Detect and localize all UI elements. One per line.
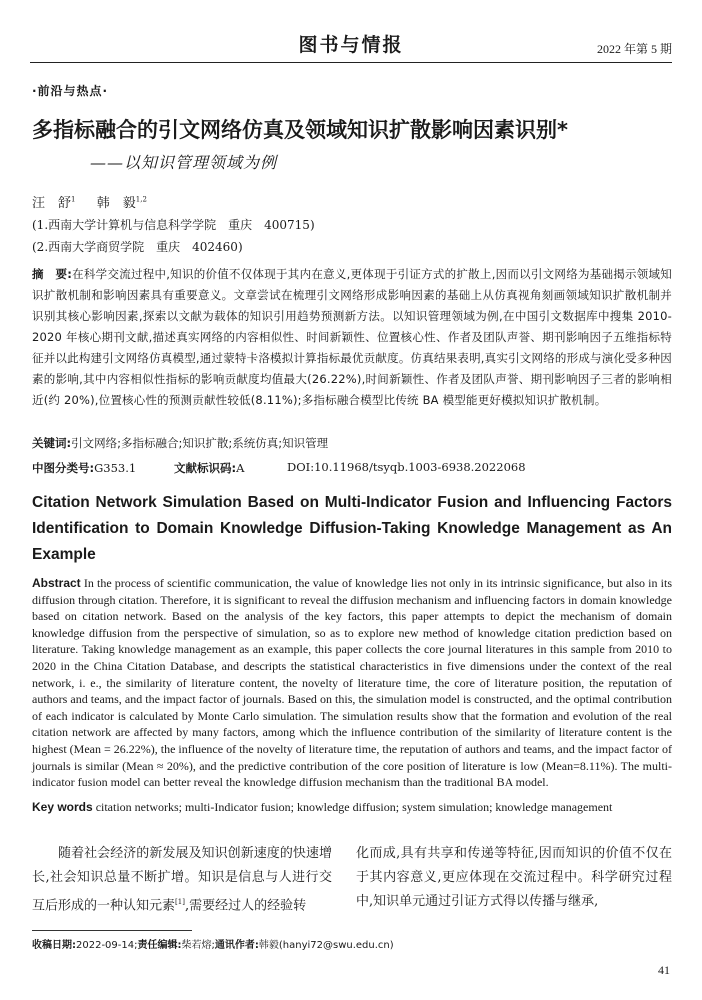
affiliation-1: (1.西南大学计算机与信息科学学院 重庆 400715) [32, 218, 315, 232]
issue-label: 2022 年第 5 期 [596, 42, 672, 56]
citation-ref-1[interactable]: [1] [175, 898, 185, 906]
classification-line [32, 460, 672, 476]
running-header [30, 28, 672, 63]
corresponding-author-label: 通讯作者: [214, 940, 259, 951]
editor-label: 责任编辑: [137, 940, 182, 951]
clc-label: 中图分类号: [32, 461, 95, 475]
keywords-chinese-text: 引文网络;多指标融合;知识扩散;系统仿真;知识管理 [71, 436, 329, 450]
body-left-text-1: 随着社会经济的新发展及知识创新速度的快速增长,社会知识总量不断扩增。知识是信息与人进行交互后形成的一种认知元素 [32, 846, 332, 914]
subtitle-chinese: ——以知识管理领域为例 [90, 153, 278, 172]
doc-code-label: 文献标识码: [174, 461, 237, 475]
keywords-chinese-label: 关键词: [32, 436, 72, 450]
author-1-affil-mark: 1 [71, 195, 76, 204]
clc-value: G353.1 [94, 461, 137, 475]
keywords-english [32, 800, 677, 815]
title-english: Citation Network Simulation Based on Multi-Indicator Fusion and Influencing Factors Identification to Domain Knowledge Diffusion-Taking Knowledge Management as An Example [32, 494, 672, 563]
footnote-divider [32, 930, 192, 931]
doi-value: 10.11968/tsyqb.1003-6938.2022068 [314, 460, 526, 474]
abstract-english [32, 575, 672, 791]
title-chinese: 多指标融合的引文网络仿真及领域知识扩散影响因素识别* [32, 118, 568, 142]
author-line [32, 192, 147, 211]
section-label: ·前沿与热点· [32, 84, 109, 98]
doc-code-value: A [236, 461, 245, 475]
journal-masthead: 图书与情报 [298, 34, 404, 56]
keywords-english-label: Key words [32, 800, 93, 814]
doi-label: DOI: [287, 460, 315, 474]
editor-value: 柴若熔; [181, 940, 215, 951]
received-date-value: 2022-09-14; [76, 940, 138, 951]
body-column-right: 化而成,具有共享和传递等特征,因而知识的价值不仅在于其内容意义,更应体现在交流过程中。科学研究过程中,知识单元通过引证方式得以传播与继承, [356, 846, 672, 909]
abstract-english-text: In the process of scientific communication, the value of knowledge lies not only in its intrinsic significance, but also in its diffusion through citation. Therefore, it is significant to reveal the diffusion mechanism and influencing factors in domain knowledge based on citation network. Based on the analysis of the key factors, this paper attempts to depict the mechanism of domain knowledge diffusion from the perspective of simulation, so as to explore new method of knowledge citation prediction based on literature. Taking knowledge management as an example, this paper collects the core journal literatures in this sample from 2010 to 2020 in the China Citation Database, and descripts the statistical characteristics in five dimensions under the context of the real network, i. e., the similarity of literature content, the novelty of literature time, the core of literature position, the reputation of authors and teams, and the impact factor of journals. Based on this, the simulation model is constructed, and the optimal contribution of each indicator is calculated by Monte Carlo simulation. The simulation results show that the formation and evolution of the real citation network are affected by many factors, among which the influence contribution of the similarity of literature content is the highest (Mean = 26.22%), the influence of the novelty of literature time, the reputation of authors and teams, and the impact factor of journals is similar (Mean ≈ 20%), and the predictive contribution of the core position of literature is low (Mean=8.11%). The multi-indicator fusion model can better reveal the knowledge diffusion mechanism than the traditional BA model. [32, 576, 672, 790]
body-left-text-2: ,需要经过人的经验转 [184, 898, 307, 914]
abstract-chinese-label: 摘 要: [32, 267, 73, 281]
author-1-name: 汪 舒 [32, 196, 72, 211]
abstract-chinese-text: 在科学交流过程中,知识的价值不仅体现于其内在意义,更体现于引证方式的扩散上,因而以引文网络为基础揭示领域知识扩散机制和影响因素具有重要意义。文章尝试在梳理引文网络形成影响因素的基础上从仿真视角刻画领域知识扩散机制并识别其核心影响因素,探索以文献为载体的知识引用趋势预测新方法。以知识管理领域为例,在中国引文数据库中搜集 2010-2020 年核心期刊文献,描述真实网络的内容相似性、时间新颖性、位置核心性、作者及团队声誉、期刊影响因子五维指标特征并以此构建引文网络仿真模型,通过蒙特卡洛模拟计算指标最优贡献度。仿真结果表明,真实引文网络的形成与演化受多种因素的影响,其中内容相似性指标的影响贡献度均值最大(26.22%),时间新颖性、作者及团队声誉、期刊影响因子三者的影响相近(约 20%),位置核心性的预测贡献性较低(8.11%);多指标融合模型比传统 BA 模型能更好模拟知识扩散机制。 [32, 267, 672, 407]
keywords-english-text: citation networks; multi-Indicator fusion; knowledge diffusion; system simulation; knowledge management [95, 800, 613, 814]
affiliation-2: (2.西南大学商贸学院 重庆 402460) [32, 240, 243, 254]
keywords-chinese [32, 435, 672, 451]
page-number: 41 [658, 963, 670, 977]
author-2-affil-mark: 1,2 [135, 195, 147, 204]
abstract-english-label: Abstract [32, 576, 81, 590]
abstract-chinese [32, 264, 672, 411]
footnote [32, 936, 672, 951]
received-date-label: 收稿日期: [32, 940, 76, 951]
author-2-name: 韩 毅 [96, 196, 136, 211]
body-column-left [32, 842, 332, 918]
corresponding-author-value: 韩毅(hanyi72@swu.edu.cn) [258, 940, 394, 951]
